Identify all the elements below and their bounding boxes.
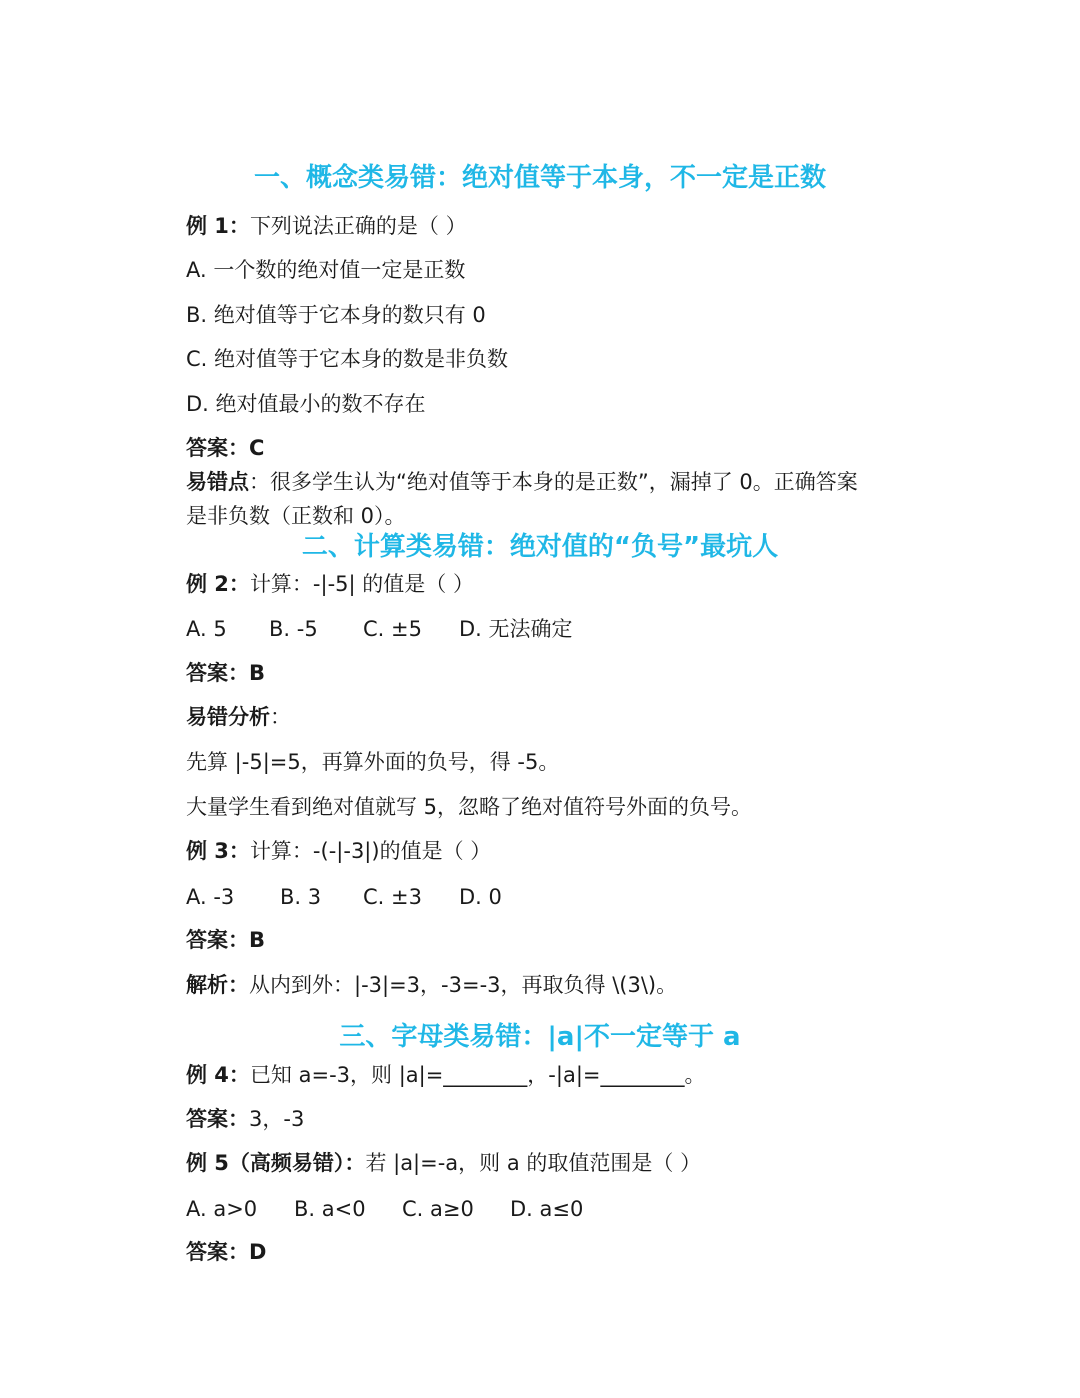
answer-label: 答案：	[186, 1240, 249, 1264]
analysis-label: 解析：	[186, 973, 249, 997]
analysis-label: 易错分析	[186, 705, 270, 729]
example-5-option-c: C. a≥0	[402, 1197, 474, 1221]
example-3-text: 计算：-(-|-3|)的值是（ ）	[249, 839, 492, 863]
example-2-label: 例 2：	[186, 572, 250, 596]
example-5-option-a: A. a>0	[186, 1197, 258, 1221]
example-2-option-b: B. -5	[269, 617, 318, 641]
example-3-option-b: B. 3	[280, 885, 322, 909]
answer-label: 答案：	[186, 661, 249, 685]
example-5-option-b: B. a<0	[294, 1197, 366, 1221]
example-2-analysis-note: 大量学生看到绝对值就写 5，忽略了绝对值符号外面的负号。	[186, 795, 753, 819]
example-3-options	[186, 882, 502, 912]
example-3-label: 例 3：	[186, 839, 250, 863]
example-1-option-c: C. 绝对值等于它本身的数是非负数	[186, 347, 509, 371]
answer-value: B	[249, 928, 266, 952]
section-2-heading: 二、计算类易错：绝对值的“负号”最坑人	[301, 532, 779, 562]
example-1-pitfall-cont: 是非负数（正数和 0）。	[186, 504, 406, 528]
pitfall-text: ：很多学生认为“绝对值等于本身的是正数”，漏掉了 0。正确答案	[249, 470, 858, 494]
analysis-colon: ：	[270, 705, 291, 729]
example-1-text: 下列说法正确的是（ ）	[249, 214, 467, 238]
pitfall-label: 易错点	[186, 470, 249, 494]
example-1-option-d: D. 绝对值最小的数不存在	[186, 392, 426, 416]
answer-value: B	[249, 661, 266, 685]
answer-label: 答案：	[186, 1107, 249, 1131]
example-3-analysis	[186, 970, 677, 1000]
example-4-question	[186, 1060, 706, 1090]
example-5-option-d: D. a≤0	[510, 1197, 584, 1221]
example-1-option-b: B. 绝对值等于它本身的数只有 0	[186, 303, 486, 327]
section-1-heading: 一、概念类易错：绝对值等于本身，不一定是正数	[253, 163, 826, 193]
example-3-answer	[186, 925, 265, 955]
answer-value: D	[249, 1240, 267, 1264]
example-5-label: 例 5（高频易错）：	[186, 1151, 366, 1175]
example-3-option-c: C. ±3	[363, 885, 422, 909]
example-2-question	[186, 569, 474, 599]
answer-value: 3，-3	[249, 1107, 305, 1131]
example-1-question	[186, 211, 467, 241]
example-5-question	[186, 1148, 701, 1178]
example-2-answer	[186, 658, 265, 688]
example-2-option-c: C. ±5	[363, 617, 422, 641]
example-3-option-a: A. -3	[186, 885, 235, 909]
example-4-text: 已知 a=-3，则 |a|=________，-|a|=________。	[249, 1063, 706, 1087]
example-3-option-d: D. 0	[459, 885, 502, 909]
answer-label: 答案：	[186, 928, 249, 952]
example-2-analysis-step: 先算 |-5|=5，再算外面的负号，得 -5。	[186, 750, 560, 774]
example-4-label: 例 4：	[186, 1063, 250, 1087]
answer-value: C	[249, 436, 265, 460]
example-3-question	[186, 836, 491, 866]
example-1-option-a: A. 一个数的绝对值一定是正数	[186, 258, 466, 282]
example-5-answer	[186, 1237, 266, 1267]
example-2-analysis-heading	[186, 702, 291, 732]
example-5-text: 若 |a|=-a，则 a 的取值范围是（ ）	[365, 1151, 702, 1175]
example-1-answer	[186, 433, 264, 463]
example-4-answer	[186, 1104, 304, 1134]
example-5-options	[186, 1194, 583, 1224]
example-2-option-a: A. 5	[186, 617, 227, 641]
example-1-label: 例 1：	[186, 214, 250, 238]
section-3-heading: 三、字母类易错：|a|不一定等于 a	[339, 1022, 741, 1052]
answer-label: 答案：	[186, 436, 249, 460]
example-2-options	[186, 614, 573, 644]
example-2-text: 计算：-|-5| 的值是（ ）	[249, 572, 474, 596]
analysis-text: 从内到外：|-3|=3，-3=-3，再取负得 \(3\)。	[249, 973, 678, 997]
example-2-option-d: D. 无法确定	[459, 617, 573, 641]
example-1-pitfall	[186, 467, 858, 497]
